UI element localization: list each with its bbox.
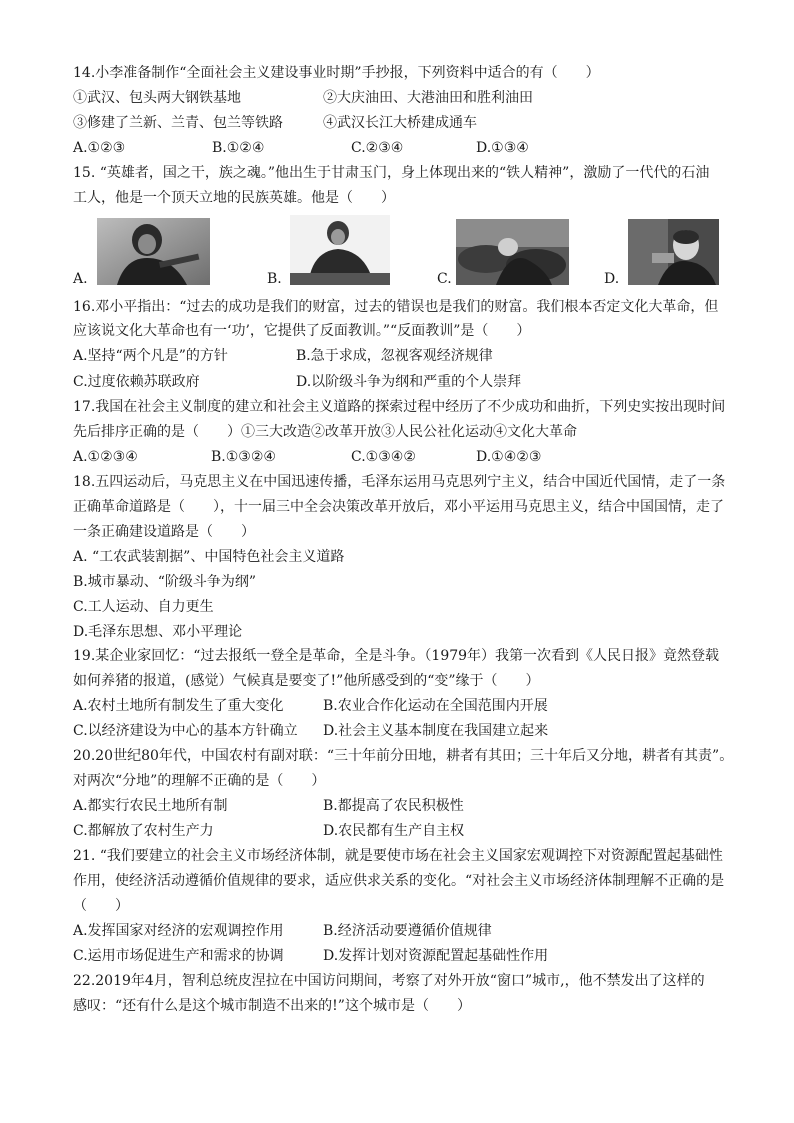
q17-stem-line-2: 先后排序正确的是（ ）①三大改造②改革开放③人民公社化运动④文化大革命 [73,424,577,440]
q15-option-a-label: A. [73,271,88,287]
q15-option-d-label: D. [604,271,620,287]
q21-option-c: C.运用市场促进生产和需求的协调 [73,948,284,964]
q21-stem-line-2: 作用，使经济活动遵循价值规律的要求，适应供求关系的变化。“对社会主义市场经济体制理解不正确的是 [73,873,725,889]
q14-option-c: C.②③④ [351,140,404,156]
q20-stem-line-1: 20.20世纪80年代，中国农村有副对联：“三十年前分田地，耕者有其田；三十年后又分地，耕者有其责”。 [73,748,734,764]
q18-stem-line-1: 18.五四运动后，马克思主义在中国迅速传播，毛泽东运用马克思列宁主义，结合中国近代国情，走了一条 [73,474,726,490]
q20-option-c: C.都解放了农村生产力 [73,823,214,839]
q21-option-d: D.发挥计划对资源配置起基础性作用 [323,948,549,964]
q19-stem-line-2: 如何养猪的报道，(感觉）气候真是要变了!”他所感受到的“变”缘于（ ） [73,673,540,689]
q22-stem-line-1: 22.2019年4月，智利总统皮涅拉在中国访问期间，考察了对外开放“窗口”城市,，他不禁发出了这样的 [73,973,705,989]
q16-option-c: C.过度依赖苏联政府 [73,374,200,390]
q20-option-a: A.都实行农民土地所有制 [73,798,228,814]
q14-stem: 14.小李准备制作“全面社会主义建设事业时期”手抄报，下列资料中适合的有（ ） [73,65,600,81]
q21-option-a: A.发挥国家对经济的宏观调控作用 [73,923,284,939]
q15-stem-line-2: 工人，他是一个顶天立地的民族英雄。他是（ ） [73,190,395,206]
q14-option-d: D.①③④ [476,140,529,156]
q18-option-a: A. “工农武装割据”、中国特色社会主义道路 [73,549,345,565]
q16-stem-line-2: 应该说文化大革命也有一‘功’，它提供了反面教训。”“反面教训”是（ ） [73,323,531,339]
q15-option-d-photo [628,219,719,285]
q17-option-b: B.①③②④ [211,449,276,465]
q22-stem-line-2: 感叹：“还有什么是这个城市制造不出来的!”这个城市是（ ） [73,998,471,1014]
q14-option-b: B.①②④ [212,140,265,156]
q17-option-d: D.①④②③ [476,449,542,465]
q20-option-b: B.都提高了农民积极性 [323,798,464,814]
q14-option-a: A.①②③ [73,140,126,156]
q18-option-d: D.毛泽东思想、邓小平理论 [73,624,243,640]
q16-stem-line-1: 16.邓小平指出：“过去的成功是我们的财富，过去的错误也是我们的财富。我们根本否定文化大革命，但 [73,299,719,315]
q15-option-c-label: C. [437,271,452,287]
q14-item-1: ①武汉、包头两大钢铁基地 [73,90,241,106]
q18-stem-line-3: 一条正确建设道路是（ ） [73,524,255,540]
q16-option-b: B.急于求成，忽视客观经济规律 [296,348,493,364]
q20-option-d: D.农民都有生产自主权 [323,823,465,839]
q15-option-a-photo [97,218,210,285]
q19-option-c: C.以经济建设为中心的基本方针确立 [73,723,298,739]
q19-option-d: D.社会主义基本制度在我国建立起来 [323,723,549,739]
q14-item-3: ③修建了兰新、兰青、包兰等铁路 [73,115,283,131]
q15-option-c-photo [456,219,569,285]
q14-item-2: ②大庆油田、大港油田和胜利油田 [323,90,533,106]
q17-option-a: A.①②③④ [73,449,138,465]
q19-option-b: B.农业合作化运动在全国范围内开展 [323,698,548,714]
q16-option-a: A.坚持“两个凡是”的方针 [73,348,228,364]
q15-option-b-label: B. [267,271,282,287]
q20-stem-line-2: 对两次“分地”的理解不正确的是（ ） [73,773,326,789]
q17-option-c: C.①③④② [351,449,416,465]
q17-stem-line-1: 17.我国在社会主义制度的建立和社会主义道路的探索过程中经历了不少成功和曲折，下列史实按出现时间 [73,399,726,415]
q15-stem-line-1: 15. “英雄者，国之干，族之魂。”他出生于甘肃玉门，身上体现出来的“铁人精神”，激励了一代代的石油 [73,165,710,181]
q21-option-b: B.经济活动要遵循价值规律 [323,923,492,939]
q15-option-b-photo [290,215,390,285]
q19-stem-line-1: 19.某企业家回忆：“过去报纸一登全是革命，全是斗争。（1979年）我第一次看到《人民日报》竟然登载 [73,648,720,664]
q19-option-a: A.农村土地所有制发生了重大变化 [73,698,284,714]
q14-item-4: ④武汉长江大桥建成通车 [323,115,477,131]
q18-option-c: C.工人运动、自力更生 [73,599,214,615]
q21-stem-line-3: （ ） [73,898,129,914]
q16-option-d: D.以阶级斗争为纲和严重的个人崇拜 [296,374,522,390]
q18-option-b: B.城市暴动、“阶级斗争为纲” [73,574,257,590]
q21-stem-line-1: 21. “我们要建立的社会主义市场经济体制，就是要使市场在社会主义国家宏观调控下对资源配置起基础性 [73,848,723,864]
q18-stem-line-2: 正确革命道路是（ ），十一届三中全会决策改革开放后，邓小平运用马克思主义，结合中国国情，走了 [73,499,724,515]
